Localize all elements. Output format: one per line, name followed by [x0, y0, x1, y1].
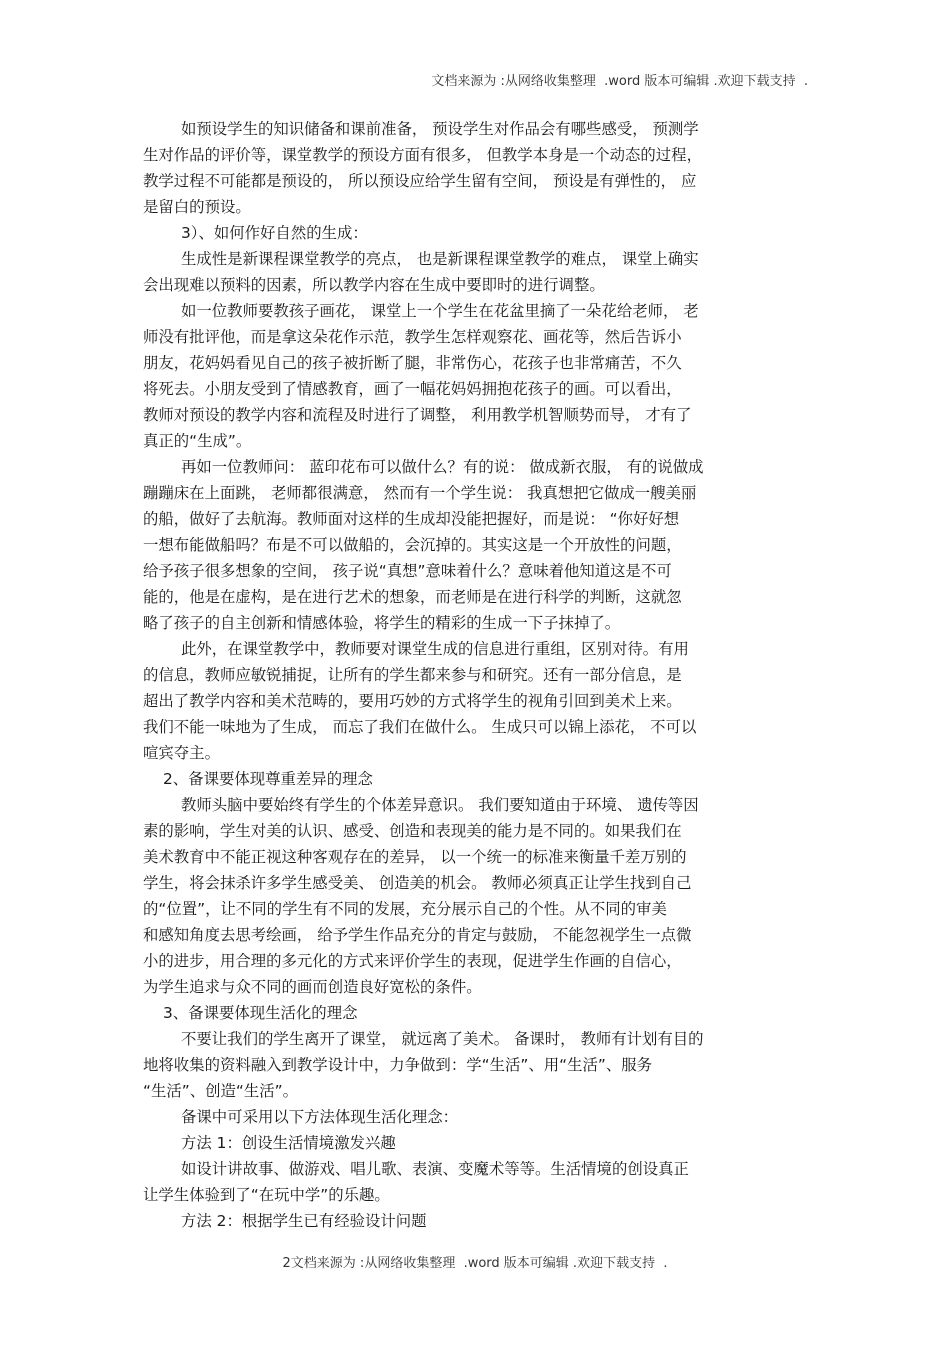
paragraph-line: 教学过程不可能都是预设的， 所以预设应给学生留有空间， 预设是有弹性的， 应 — [143, 172, 697, 190]
paragraph-line: 真正的“生成”。 — [143, 432, 252, 450]
paragraph-line: 超出了教学内容和美术范畴的，要用巧妙的方式将学生的视角引回到美术上来。 — [143, 692, 682, 710]
page-header: 文档来源为 :从网络收集整理 .word 版本可编辑 .欢迎下载支持 . — [431, 74, 808, 89]
paragraph-line: 为学生追求与众不同的画而创造良好宽松的条件。 — [143, 978, 482, 996]
method-heading: 方法 2：根据学生已有经验设计问题 — [181, 1212, 427, 1230]
document-body — [143, 116, 808, 1234]
section-heading: 2、备课要体现尊重差异的理念 — [163, 770, 373, 788]
paragraph-line: 能的，他是在虚构，是在进行艺术的想象，而老师是在进行科学的判断，这就忽 — [143, 588, 682, 606]
paragraph-line: “生活”、创造“生活”。 — [143, 1082, 299, 1100]
paragraph-line: 一想布能做船吗？布是不可以做船的，会沉掉的。其实这是一个开放性的问题， — [143, 536, 682, 554]
paragraph-line: 和感知角度去思考绘画， 给予学生作品充分的肯定与鼓励， 不能忽视学生一点微 — [143, 926, 692, 944]
paragraph-line: 会出现难以预料的因素，所以教学内容在生成中要即时的进行调整。 — [143, 276, 605, 294]
paragraph-line: 略了孩子的自主创新和情感体验，将学生的精彩的生成一下子抹掉了。 — [143, 614, 621, 632]
paragraph-line: 让学生体验到了“在玩中学”的乐趣。 — [143, 1186, 390, 1204]
paragraph-line: 喧宾夺主。 — [143, 744, 220, 762]
paragraph-line: 蹦蹦床在上面跳， 老师都很满意， 然而有一个学生说： 我真想把它做成一艘美丽 — [143, 484, 697, 502]
method-heading: 方法 1：创设生活情境激发兴趣 — [181, 1134, 396, 1152]
paragraph-line: 生成性是新课程课堂教学的亮点， 也是新课程课堂教学的难点， 课堂上确实 — [181, 250, 699, 268]
paragraph-line: 教师对预设的教学内容和流程及时进行了调整， 利用教学机智顺势而导， 才有了 — [143, 406, 692, 424]
paragraph-line: 地将收集的资料融入到教学设计中，力争做到：学“生活”、用“生活”、服务 — [143, 1056, 653, 1074]
section-heading: 3、备课要体现生活化的理念 — [163, 1004, 358, 1022]
paragraph-line: 的船，做好了去航海。教师面对这样的生成却没能把握好，而是说： “你好好想 — [143, 510, 680, 528]
paragraph-line: 师没有批评他，而是拿这朵花作示范，教学生怎样观察花、画花等，然后告诉小 — [143, 328, 682, 346]
paragraph-line: 如一位教师要教孩子画花， 课堂上一个学生在花盆里摘了一朵花给老师， 老 — [181, 302, 699, 320]
paragraph-line: 我们不能一味地为了生成， 而忘了我们在做什么。 生成只可以锦上添花， 不可以 — [143, 718, 697, 736]
paragraph-line: 的信息，教师应敏锐捕捉，让所有的学生都来参与和研究。还有一部分信息，是 — [143, 666, 682, 684]
paragraph-line: 此外，在课堂教学中，教师要对课堂生成的信息进行重组，区别对待。有用 — [181, 640, 689, 658]
paragraph-line: 的“位置”，让不同的学生有不同的发展，充分展示自己的个性。从不同的审美 — [143, 900, 667, 918]
page-footer: 2文档来源为 :从网络收集整理 .word 版本可编辑 .欢迎下载支持 . — [282, 1256, 668, 1271]
paragraph-line: 再如一位教师问： 蓝印花布可以做什么？有的说： 做成新衣服， 有的说做成 — [181, 458, 704, 476]
paragraph-line: 小的进步，用合理的多元化的方式来评价学生的表现，促进学生作画的自信心， — [143, 952, 682, 970]
paragraph-line: 不要让我们的学生离开了课堂， 就远离了美术。 备课时， 教师有计划有目的 — [181, 1030, 704, 1048]
paragraph-line: 备课中可采用以下方法体现生活化理念： — [181, 1108, 459, 1126]
paragraph-line: 学生，将会抹杀许多学生感受美、 创造美的机会。 教师必须真正让学生找到自己 — [143, 874, 692, 892]
paragraph-line: 朋友，花妈妈看见自己的孩子被折断了腿，非常伤心，花孩子也非常痛苦，不久 — [143, 354, 682, 372]
paragraph-line: 生对作品的评价等，课堂教学的预设方面有很多， 但教学本身是一个动态的过程， — [143, 146, 702, 164]
paragraph-line: 如设计讲故事、做游戏、唱儿歌、表演、变魔术等等。生活情境的创设真正 — [181, 1160, 689, 1178]
section-heading: 3）、如何作好自然的生成： — [181, 224, 368, 242]
paragraph-line: 教师头脑中要始终有学生的个体差异意识。 我们要知道由于环境、 遗传等因 — [181, 796, 699, 814]
paragraph-line: 给予孩子很多想象的空间， 孩子说“真想”意味着什么？意味着他知道这是不可 — [143, 562, 672, 580]
paragraph-line: 是留白的预设。 — [143, 198, 251, 216]
paragraph-line: 如预设学生的知识储备和课前准备， 预设学生对作品会有哪些感受， 预测学 — [181, 120, 699, 138]
paragraph-line: 美术教育中不能正视这种客观存在的差异， 以一个统一的标准来衡量千差万别的 — [143, 848, 687, 866]
paragraph-line: 素的影响，学生对美的认识、感受、创造和表现美的能力是不同的。如果我们在 — [143, 822, 682, 840]
paragraph-line: 将死去。小朋友受到了情感教育，画了一幅花妈妈拥抱花孩子的画。可以看出， — [143, 380, 682, 398]
